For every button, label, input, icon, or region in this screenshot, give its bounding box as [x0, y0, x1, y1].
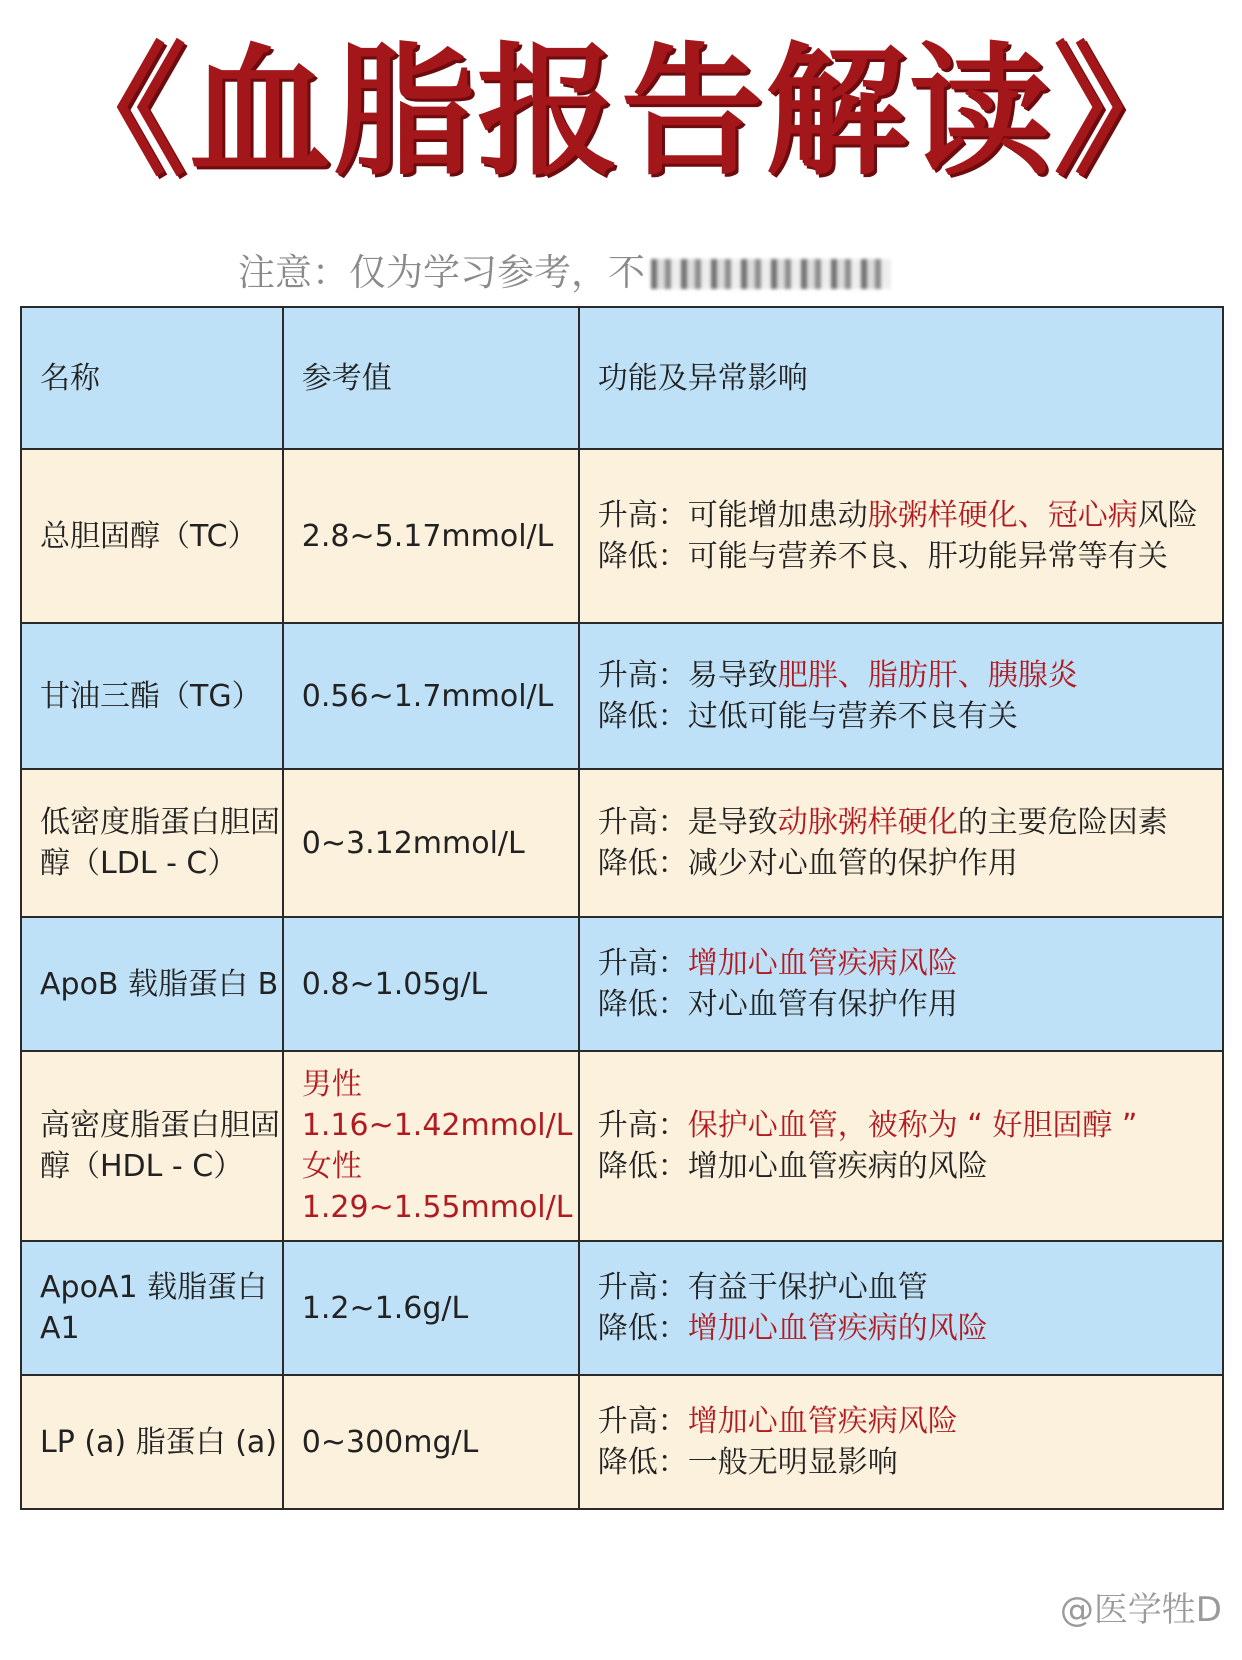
reference-value — [283, 769, 579, 917]
elevated-effect — [598, 1401, 1222, 1442]
highlight-text: 增加心血管疾病风险 — [687, 946, 958, 981]
reference-value-line: 女性 — [301, 1149, 362, 1184]
effect-text: 降低：一般无明显影响 — [597, 1445, 898, 1480]
table-row — [21, 1241, 1223, 1375]
effect-text: 降低：可能与营养不良、肝功能异常等有关 — [597, 539, 1168, 574]
effect-text: 升高：易导致 — [597, 658, 778, 693]
reference-value-line: 1.2~1.6g/L — [301, 1290, 469, 1326]
reference-value — [283, 449, 579, 623]
elevated-effect — [598, 943, 1222, 984]
function-effect — [579, 1051, 1223, 1241]
indicator-name: ApoA1 载脂蛋白 A1 — [21, 1241, 283, 1375]
indicator-name: ApoB 载脂蛋白 B — [21, 917, 283, 1051]
notice-text — [238, 248, 891, 298]
reference-value-line: 1.29~1.55mmol/L — [301, 1190, 573, 1225]
function-effect — [579, 623, 1223, 769]
indicator-name: 甘油三酯（TG） — [21, 623, 283, 769]
author-credit: @医学牲D — [1059, 1590, 1222, 1630]
lowered-effect — [598, 984, 1222, 1025]
function-effect — [579, 917, 1223, 1051]
reference-value — [283, 917, 579, 1051]
effect-text: 降低：对心血管有保护作用 — [597, 987, 958, 1022]
elevated-effect — [598, 1105, 1222, 1146]
effect-text: 降低：过低可能与营养不良有关 — [597, 699, 1018, 734]
elevated-effect — [598, 1267, 1222, 1308]
highlight-text: 增加心血管疾病风险 — [687, 1404, 958, 1439]
reference-value — [283, 623, 579, 769]
elevated-effect — [598, 655, 1222, 696]
header-function: 功能及异常影响 — [579, 307, 1223, 449]
function-effect — [579, 449, 1223, 623]
highlight-text: 肥胖、脂肪肝、胰腺炎 — [777, 658, 1078, 693]
effect-text: 升高： — [597, 946, 688, 981]
reference-value-line: 0~300mg/L — [301, 1424, 479, 1460]
indicator-name: 高密度脂蛋白胆固醇（HDL - C） — [21, 1051, 283, 1241]
indicator-name: 总胆固醇（TC） — [21, 449, 283, 623]
reference-value-line: 1.16~1.42mmol/L — [301, 1108, 573, 1143]
lowered-effect — [598, 1308, 1222, 1349]
lipid-reference-table — [20, 306, 1224, 1510]
lowered-effect — [598, 1442, 1222, 1483]
highlight-text: 保护心血管，被称为 “ 好胆固醇 ” — [687, 1108, 1138, 1143]
table-row — [21, 769, 1223, 917]
reference-value-line: 0.8~1.05g/L — [301, 966, 488, 1002]
table-header-row — [21, 307, 1223, 449]
lowered-effect — [598, 696, 1222, 737]
lowered-effect — [598, 1146, 1222, 1187]
effect-text: 降低：增加心血管疾病的风险 — [597, 1149, 988, 1184]
blurred-watermark — [651, 259, 891, 289]
table-row — [21, 1375, 1223, 1509]
reference-value — [283, 1375, 579, 1509]
indicator-name: LP (a) 脂蛋白 (a) — [21, 1375, 283, 1509]
table-row — [21, 1051, 1223, 1241]
indicator-name: 低密度脂蛋白胆固醇（LDL - C） — [21, 769, 283, 917]
effect-text: 降低： — [597, 1311, 688, 1346]
notice-label: 注意：仅为学习参考，不 — [238, 251, 645, 294]
header-reference: 参考值 — [283, 307, 579, 449]
table-row — [21, 917, 1223, 1051]
table-row — [21, 449, 1223, 623]
effect-text: 风险 — [1137, 498, 1198, 533]
table-row — [21, 623, 1223, 769]
effect-text: 升高：有益于保护心血管 — [597, 1270, 928, 1305]
elevated-effect — [598, 495, 1222, 536]
reference-value-line: 男性 — [301, 1067, 362, 1102]
effect-text: 升高：是导致 — [597, 805, 778, 840]
highlight-text: 脉粥样硬化、冠心病 — [867, 498, 1138, 533]
page-title: 《血脂报告解读》 — [45, 30, 1197, 195]
effect-text: 升高：可能增加患动 — [597, 498, 868, 533]
reference-value — [283, 1051, 579, 1241]
lowered-effect — [598, 843, 1222, 884]
reference-value-line: 0~3.12mmol/L — [301, 825, 525, 861]
function-effect — [579, 1375, 1223, 1509]
reference-value-line: 2.8~5.17mmol/L — [301, 518, 554, 554]
effect-text: 降低：减少对心血管的保护作用 — [597, 846, 1018, 881]
lowered-effect — [598, 536, 1222, 577]
highlight-text: 增加心血管疾病的风险 — [687, 1311, 988, 1346]
reference-value-line: 0.56~1.7mmol/L — [301, 678, 554, 714]
highlight-text: 动脉粥样硬化 — [777, 805, 958, 840]
effect-text: 的主要危险因素 — [957, 805, 1168, 840]
effect-text: 升高： — [597, 1404, 688, 1439]
function-effect — [579, 769, 1223, 917]
reference-value — [283, 1241, 579, 1375]
header-name: 名称 — [21, 307, 283, 449]
elevated-effect — [598, 802, 1222, 843]
effect-text: 升高： — [597, 1108, 688, 1143]
function-effect — [579, 1241, 1223, 1375]
